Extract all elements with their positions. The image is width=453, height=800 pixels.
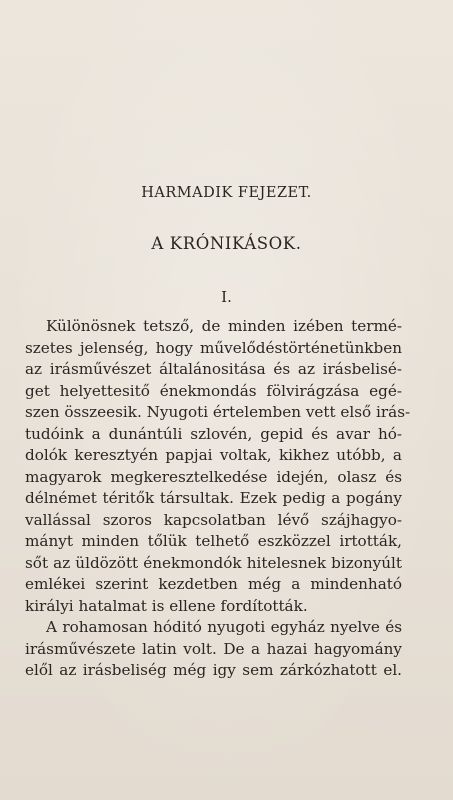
chapter-heading: HARMADIK FEJEZET.	[141, 185, 312, 201]
section-number: I.	[221, 288, 232, 306]
text-line: mányt minden tőlük telhető eszközzel irtották,	[25, 532, 402, 550]
text-line: get helyettesitő énekmondás fölvirágzása egé-	[25, 381, 402, 400]
text-line: szetes jelenség, hogy művelődéstörténetünkben	[25, 338, 402, 357]
text-line: vallással szoros kapcsolatban lévő szájhagyo-	[25, 510, 402, 529]
text-line: A rohamosan hóditó nyugoti egyház nyelve és	[46, 618, 402, 636]
text-line: szen összeesik. Nyugoti értelemben vett első irás-	[25, 403, 411, 421]
text-line: királyi hatalmat is ellene fordították.	[25, 596, 308, 615]
text-line: magyarok megkeresztelkedése idején, olasz és	[25, 467, 402, 486]
text-line: irásművészete latin volt. De a hazai hagyomány	[25, 639, 402, 658]
text-line: emlékei szerint kezdetben még a mindenható	[25, 575, 402, 593]
chapter-title: A KRÓNIKÁSOK.	[151, 234, 302, 253]
text-line: délnémet téritők társultak. Ezek pedig a pogány	[25, 489, 402, 507]
body-text	[25, 316, 411, 682]
text-line: Különösnek tetsző, de minden izében termé-	[46, 317, 402, 335]
text-line: elől az irásbeliség még igy sem zárkózhatott el.	[25, 661, 402, 679]
text-line: tudóink a dunántúli szlovén, gepid és avar hó-	[25, 424, 402, 443]
text-line: sőt az üldözött énekmondók hitelesnek bizonyúlt	[25, 553, 402, 572]
text-line: az irásművészet általánositása és az irásbelisé-	[25, 360, 402, 378]
text-line: dolók keresztyén papjai voltak, kikhez utóbb, a	[25, 446, 402, 464]
